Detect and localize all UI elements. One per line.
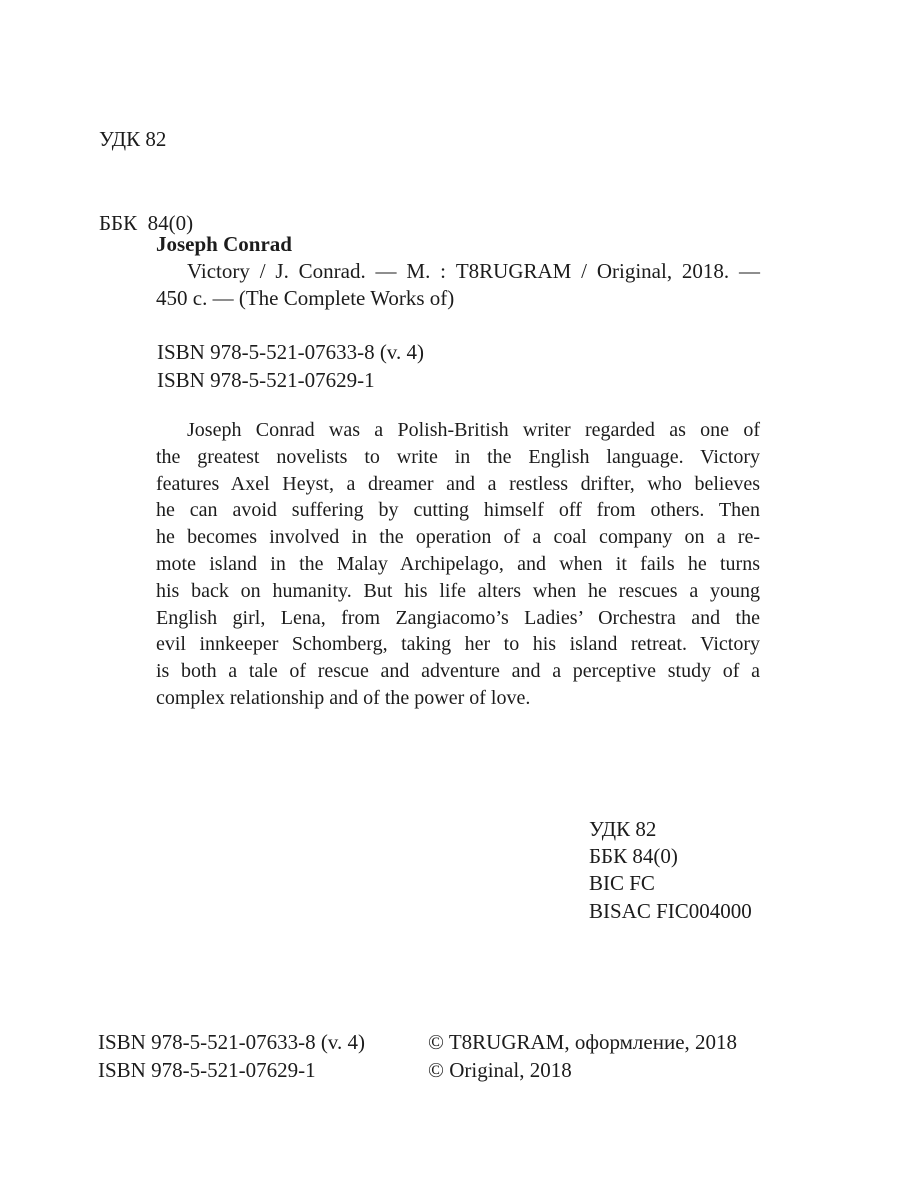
annotation-line: mote island in the Malay Archipelago, and when it fails he turns <box>156 552 760 575</box>
annotation-line: he can avoid suffering by cutting himself off from others. Then <box>156 499 760 522</box>
annotation-line: his back on humanity. But his life alters when he rescues a young <box>156 579 760 602</box>
isbn-line: ISBN 978-5-521-07629-1 <box>98 1057 316 1082</box>
copyright-line: © T8RUGRAM, оформление, 2018 <box>428 1030 738 1054</box>
bisac-code: BISAC FIC004000 <box>589 898 752 923</box>
annotation-line: English girl, Lena, from Zangiacomo’s Ladies’ Orchestra and the <box>156 606 760 629</box>
footer-isbn-block <box>98 1029 365 1084</box>
annotation-line: is both a tale of rescue and adventure and a perceptive study of a <box>156 660 760 683</box>
bib-line: 450 с. — (The Complete Works of) <box>156 286 455 310</box>
bbk-code: ББК 84(0) <box>589 844 678 869</box>
annotation-line: features Axel Heyst, a dreamer and a restless drifter, who believes <box>156 472 760 495</box>
udk-code: УДК 82 <box>99 127 167 151</box>
isbn-block <box>157 339 424 394</box>
classification-codes-block <box>589 816 752 925</box>
udk-code: УДК 82 <box>589 817 657 841</box>
annotation-line: Joseph Conrad was a Polish-British writer regarded as one of <box>187 419 760 441</box>
isbn-line: ISBN 978-5-521-07633-8 (v. 4) <box>98 1030 365 1054</box>
bbk-code: ББК 84(0) <box>99 211 194 235</box>
isbn-line: ISBN 978-5-521-07633-8 (v. 4) <box>157 340 424 364</box>
bic-code: BIC FC <box>589 871 655 896</box>
author-name: Joseph Conrad <box>156 232 292 256</box>
copyright-line: © Original, 2018 <box>428 1057 572 1082</box>
bib-line: Victory / J. Conrad. — М. : T8RUGRAM / Original, 2018. — <box>187 259 760 283</box>
annotation-line: complex relationship and of the power of love. <box>156 686 531 709</box>
isbn-line: ISBN 978-5-521-07629-1 <box>157 367 375 392</box>
annotation-line: evil innkeeper Schomberg, taking her to his island retreat. Victory <box>156 633 760 656</box>
annotation-paragraph <box>156 417 760 712</box>
annotation-line: he becomes involved in the operation of a coal company on a re- <box>156 526 760 549</box>
bibliographic-description <box>156 231 760 312</box>
footer-copyright-block <box>428 1029 737 1084</box>
annotation-line: the greatest novelists to write in the English language. Victory <box>156 445 760 468</box>
footer-block <box>0 1029 900 1089</box>
